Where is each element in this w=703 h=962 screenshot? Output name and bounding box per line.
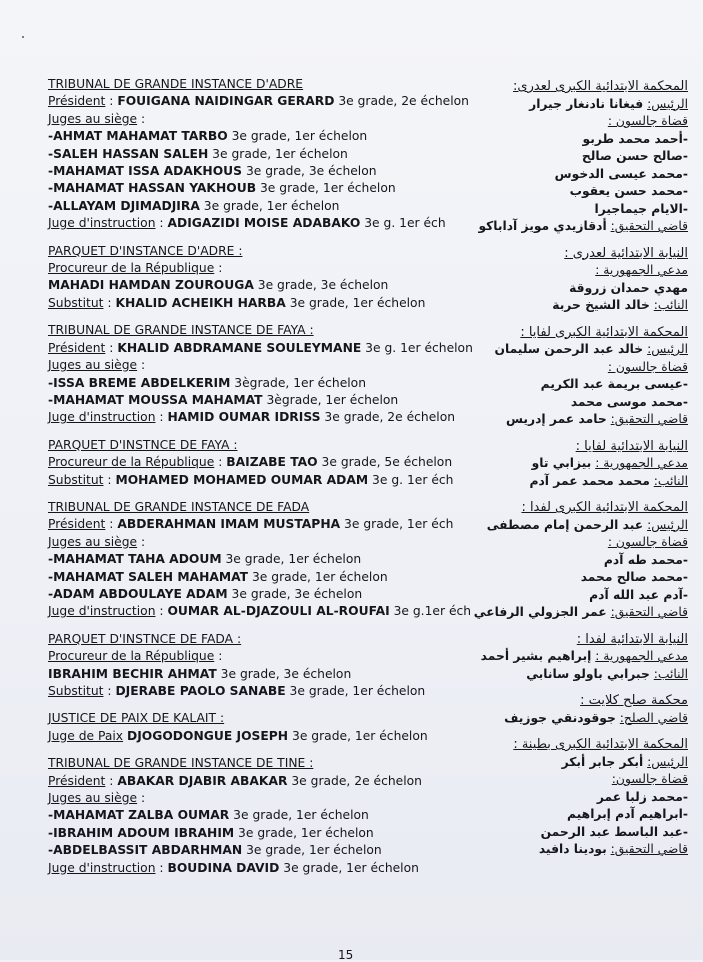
- ar-entry: [468, 552, 688, 570]
- ar-entry-label: قاضي الصلح:: [619, 710, 688, 725]
- fr-entry-name: -MAHAMAT ISSA ADAKHOUS: [48, 164, 243, 179]
- ar-entry-name: جوقودنقي جوزيف: [504, 710, 616, 725]
- fr-entry-sep: :: [137, 534, 146, 549]
- ar-entry: [468, 201, 688, 219]
- ar-entry-name: -الايام جيماجيرا: [594, 201, 688, 216]
- fr-entry: [48, 728, 458, 745]
- fr-entry-grade: 3e g. 1er éch: [368, 472, 454, 487]
- ar-entry-label: الرئيس:: [647, 96, 688, 111]
- ar-entry: [468, 411, 688, 429]
- ar-entry-label: قضاة جالسون :: [607, 535, 688, 549]
- ar-entry: [468, 754, 688, 772]
- fr-entry: [48, 825, 458, 842]
- fr-entry: [48, 534, 458, 551]
- fr-entry: [48, 569, 458, 586]
- ar-entry-label: قاضي التحقيق:: [610, 605, 688, 619]
- fr-entry-label: Substitut: [48, 684, 104, 698]
- fr-entry: [48, 357, 458, 374]
- ar-entry-name: -آدم عبد الله آدم: [589, 587, 688, 602]
- ar-entry-label: النائب:: [653, 298, 688, 312]
- fr-entry-grade: 3e g.1er éch: [389, 604, 472, 619]
- fr-entry-name: BOUDINA DAVID: [167, 860, 280, 875]
- fr-entry-name: MAHADI HAMDAN ZOUROUGA: [48, 278, 254, 293]
- fr-entry-grade: 3e grade, 1er échelon: [221, 552, 362, 567]
- fr-entry-sep: :: [103, 684, 116, 698]
- fr-entry-grade: 3e grade, 1er échelon: [242, 843, 382, 858]
- ar-entry: [468, 534, 688, 552]
- ar-entry-name: مهدي حمدان زروقة: [569, 280, 688, 295]
- ar-entry-name: أبكر جابر أبكر: [561, 754, 644, 769]
- fr-section-title: TRIBUNAL DE GRANDE INSTANCE D'ADRE: [48, 77, 304, 91]
- ar-section-title: المحكمة الابتدائية الكبرى بطينة :: [513, 737, 688, 752]
- ar-entry: [468, 113, 688, 131]
- fr-entry: [48, 773, 458, 790]
- section-gap: [468, 727, 688, 736]
- fr-entry-label: Président: [48, 94, 106, 109]
- ar-entry-name: بيزابي تاو: [531, 456, 592, 470]
- fr-entry-sep: :: [214, 455, 227, 470]
- fr-entry: [48, 586, 458, 603]
- ar-entry-name: محمد محمد عمر آدم: [529, 473, 650, 488]
- fr-entry-name: KHALID ACHEIKH HARBA: [115, 295, 286, 310]
- fr-entry-label: Procureur de la République: [48, 649, 215, 664]
- ar-entry: [468, 148, 688, 166]
- fr-entry-sep: :: [103, 295, 116, 310]
- fr-entry-name: DJOGODONGUE JOSEPH: [127, 728, 289, 743]
- section-gap: [48, 233, 458, 243]
- ar-section-title: النيابة الابتدائية لعدرى :: [564, 245, 688, 261]
- fr-entry-name: MOHAMED MOHAMED OUMAR ADAM: [115, 472, 369, 487]
- fr-entry-grade: 3e grade, 3e échelon: [242, 164, 377, 179]
- fr-entry: [48, 198, 458, 215]
- fr-entry: [48, 340, 473, 357]
- fr-entry-label: Substitut: [48, 472, 104, 487]
- fr-section: [48, 76, 469, 233]
- ar-entry-name: -عيسى بريمة عبد الكريم: [540, 377, 688, 391]
- fr-entry-label: Juge d'instruction: [48, 604, 156, 619]
- ar-entry: [468, 824, 688, 842]
- section-gap: [468, 622, 688, 631]
- fr-entry-label: Juges au siège: [48, 534, 138, 549]
- ar-entry-label: قاضي التحقيق:: [610, 842, 688, 856]
- ar-entry-label: قاضي التحقيق:: [610, 219, 688, 233]
- arabic-column: [468, 78, 688, 859]
- ar-entry-name: -محمد عيسى الدخوس: [554, 166, 688, 181]
- fr-entry: [48, 215, 458, 232]
- section-gap: [468, 490, 688, 499]
- ar-entry: [468, 841, 688, 859]
- fr-section: [48, 755, 458, 877]
- fr-entry-label: Président: [48, 773, 106, 788]
- fr-entry: [48, 516, 458, 533]
- ar-entry-label: قضاة جالسون:: [611, 772, 688, 786]
- fr-entry-name: -MAHAMAT ZALBA OUMAR: [48, 808, 230, 823]
- ar-entry-name: -محمد موسى محمد: [570, 394, 688, 409]
- fr-entry-sep: :: [103, 472, 116, 487]
- fr-entry-label: Substitut: [48, 295, 104, 310]
- fr-entry: [48, 472, 458, 489]
- ar-entry-name: -محمد زلبا عمر: [596, 789, 688, 804]
- fr-section-title: TRIBUNAL DE GRANDE INSTANCE DE FAYA :: [48, 323, 314, 338]
- fr-entry-sep: :: [214, 261, 223, 276]
- fr-entry-name: IBRAHIM BECHIR AHMAT: [48, 666, 217, 681]
- ar-section: [468, 324, 688, 429]
- fr-entry-sep: :: [105, 517, 118, 532]
- section-gap: [468, 315, 688, 324]
- section-gap: [468, 683, 688, 692]
- fr-entry: [48, 260, 458, 277]
- fr-entry-grade: 3ègrade, 1er échelon: [230, 375, 366, 390]
- ar-section: [468, 692, 688, 727]
- fr-entry-sep: :: [155, 410, 168, 425]
- fr-entry-sep: :: [137, 791, 146, 806]
- fr-entry-name: -AHMAT MAHAMAT TARBO: [48, 129, 228, 144]
- fr-entry: [48, 277, 458, 294]
- ar-entry: [468, 376, 688, 394]
- fr-entry-name: -MAHAMAT SALEH MAHAMAT: [48, 569, 249, 584]
- fr-entry-label: Procureur de la République: [48, 261, 215, 276]
- fr-entry-label: Juge de Paix: [48, 728, 124, 743]
- fr-entry-grade: 3e grade, 1er échelon: [234, 825, 374, 840]
- ar-entry: [468, 341, 688, 359]
- fr-section: [48, 710, 458, 745]
- ar-entry-label: مدعي الجمهورية :: [595, 263, 688, 277]
- fr-section: [48, 437, 458, 489]
- ar-section: [468, 78, 688, 236]
- fr-entry-name: BAIZABE TAO: [226, 455, 318, 470]
- fr-section: [48, 322, 473, 426]
- fr-entry-grade: 3e grade, 1er échelon: [285, 684, 426, 698]
- fr-entry-grade: 3e g. 1er échelon: [361, 340, 473, 355]
- ar-entry: [468, 280, 688, 298]
- ar-section: [468, 631, 688, 684]
- ar-entry: [468, 648, 688, 666]
- fr-entry: [48, 666, 458, 683]
- fr-entry-grade: 3e grade, 1er échelon: [288, 728, 428, 743]
- fr-entry-name: -IBRAHIM ADOUM IBRAHIM: [48, 825, 235, 840]
- fr-entry-grade: 3e grade, 1er échelon: [227, 129, 368, 144]
- section-gap: [468, 429, 688, 438]
- ar-entry-name: خالد الشيخ حربة: [552, 298, 650, 312]
- ar-section-title: النيابة الابتدائية لفدا :: [576, 631, 688, 647]
- fr-entry-label: Juge d'instruction: [48, 410, 156, 425]
- fr-entry-grade: 3e g. 1er éch: [360, 216, 446, 231]
- fr-entry-label: Juges au siège: [48, 111, 138, 126]
- ar-entry: [468, 789, 688, 807]
- ar-entry: [468, 455, 688, 473]
- ar-entry: [468, 183, 688, 201]
- french-column: [48, 76, 473, 877]
- ar-entry: [468, 604, 688, 622]
- fr-entry-sep: :: [137, 358, 146, 373]
- fr-section-title: TRIBUNAL DE GRANDE INSTANCE DE FADA: [48, 499, 310, 514]
- ar-entry-name: خالد عبد الرحمن سليمان: [494, 342, 644, 356]
- fr-entry-name: -MAHAMAT HASSAN YAKHOUB: [48, 181, 257, 196]
- fr-entry-sep: :: [137, 111, 146, 126]
- ar-entry: [468, 771, 688, 789]
- fr-entry-sep: :: [214, 649, 223, 664]
- ar-entry: [468, 473, 688, 491]
- ar-entry-name: إبراهيم بشير أحمد: [480, 649, 592, 663]
- fr-entry: [48, 375, 458, 392]
- fr-entry: [48, 163, 458, 180]
- fr-entry: [48, 295, 458, 312]
- ar-entry-name: حامد عمر إدريس: [506, 412, 607, 426]
- fr-entry: [48, 93, 469, 110]
- fr-section: [48, 631, 458, 701]
- fr-entry-grade: 3e grade, 3e échelon: [227, 586, 363, 601]
- ar-entry: [468, 262, 688, 280]
- fr-entry: [48, 648, 458, 665]
- fr-section-title: PARQUET D'INSTNCE DE FAYA :: [48, 437, 238, 452]
- section-gap: [48, 427, 458, 437]
- ar-section-title: النيابة الابتدائية لفايا :: [575, 438, 688, 454]
- section-gap: [48, 489, 458, 499]
- fr-entry-name: OUMAR AL-DJAZOULI AL-ROUFAI: [167, 604, 390, 619]
- fr-entry-grade: 3e grade, 2e échelon: [287, 773, 422, 788]
- fr-entry: [48, 842, 458, 859]
- fr-entry-grade: 3e grade, 1er échelon: [248, 569, 388, 584]
- fr-entry-grade: 3e grade, 1er échelon: [279, 860, 419, 875]
- ar-entry-label: الرئيس:: [647, 342, 688, 356]
- ar-entry: [468, 218, 688, 236]
- fr-entry-grade: 3e grade, 3e échelon: [216, 666, 352, 681]
- fr-entry-grade: 3e grade, 1er échelon: [199, 198, 340, 213]
- fr-section-title: JUSTICE DE PAIX DE KALAIT :: [48, 711, 225, 726]
- fr-entry-name: -ISSA BREME ABDELKERIM: [48, 375, 231, 390]
- fr-entry: [48, 454, 458, 471]
- fr-entry-sep: :: [105, 94, 118, 109]
- ar-entry-name: -محمد صالح محمد: [580, 570, 688, 584]
- fr-entry-name: FOUIGANA NAIDINGAR GERARD: [117, 94, 335, 109]
- ar-section-title: محكمة صلح كلايت :: [580, 693, 688, 708]
- ar-section-title: المحكمة الابتدائية الكبرى لفايا :: [520, 324, 688, 340]
- ar-entry: [468, 666, 688, 684]
- ar-section: [468, 438, 688, 491]
- ar-entry-name: -محمد طه آدم: [603, 552, 688, 567]
- ar-entry: [468, 297, 688, 315]
- ar-entry: [468, 394, 688, 412]
- fr-entry-sep: :: [155, 860, 168, 875]
- ar-entry: [468, 710, 688, 728]
- fr-entry-grade: 3e grade, 1er échelon: [285, 295, 426, 310]
- ar-entry-name: بودينا دافيد: [538, 842, 607, 856]
- ar-entry-label: النائب:: [653, 473, 688, 488]
- ar-entry-label: قاضي التحقيق:: [610, 412, 688, 426]
- ar-entry: [468, 806, 688, 824]
- ar-section: [468, 736, 688, 859]
- ar-entry: [468, 166, 688, 184]
- fr-entry-grade: 3e grade, 1er éch: [340, 517, 454, 532]
- fr-entry: [48, 180, 458, 197]
- ar-entry-name: جبرابي باولو سانابي: [526, 666, 650, 681]
- fr-entry-grade: 3e grade, 5e échelon: [317, 455, 453, 470]
- fr-entry-name: ADIGAZIDI MOISE ADABAKO: [167, 216, 361, 231]
- fr-entry-name: ABAKAR DJABIR ABAKAR: [117, 773, 288, 788]
- fr-entry-sep: :: [105, 773, 118, 788]
- ar-entry: [468, 131, 688, 149]
- ar-entry-name: -ابراهيم آدم إبراهيم: [567, 807, 688, 821]
- fr-entry-grade: 3ègrade, 1er échelon: [262, 392, 399, 407]
- fr-entry: [48, 807, 458, 824]
- ar-entry-name: أدقازيدي مويز آداباكو: [478, 219, 607, 233]
- fr-entry-grade: 3e grade, 3e échelon: [253, 278, 389, 293]
- fr-entry-name: -ADAM ABDOULAYE ADAM: [48, 586, 228, 601]
- fr-entry: [48, 409, 458, 426]
- fr-section-title: PARQUET D'INSTNCE DE FADA :: [48, 631, 242, 646]
- ar-entry: [468, 96, 688, 114]
- scan-speck: [22, 36, 24, 38]
- fr-entry-label: Juges au siège: [48, 358, 138, 373]
- ar-entry-label: مدعي الجمهورية :: [595, 649, 688, 663]
- section-gap: [468, 236, 688, 245]
- fr-entry-name: -MAHAMAT MOUSSA MAHAMAT: [48, 392, 263, 407]
- ar-entry-label: قضاة جالسون :: [607, 359, 688, 374]
- fr-entry-name: -ABDELBASSIT ABDARHMAN: [48, 843, 243, 858]
- ar-entry: [468, 569, 688, 587]
- section-gap: [48, 312, 458, 322]
- fr-entry: [48, 111, 458, 128]
- section-gap: [48, 700, 458, 710]
- fr-entry-name: -SALEH HASSAN SALEH: [48, 146, 209, 161]
- page-number: 15: [338, 948, 354, 962]
- fr-entry: [48, 146, 458, 163]
- section-gap: [48, 745, 458, 755]
- fr-entry-label: Juges au siège: [48, 791, 138, 806]
- fr-entry-grade: 3e grade, 1er échelon: [208, 146, 348, 161]
- section-gap: [48, 621, 458, 631]
- fr-section: [48, 243, 458, 313]
- fr-entry-grade: 3e grade, 2e échelon: [334, 94, 469, 109]
- fr-entry-grade: 3e grade, 2e échelon: [320, 410, 456, 425]
- ar-entry-name: -عبد الباسط عبد الرحمن: [540, 824, 688, 839]
- ar-entry-name: -محمد حسن يعقوب: [569, 184, 688, 198]
- fr-entry-grade: 3e grade, 1er échelon: [229, 808, 369, 823]
- fr-entry-name: -ALLAYAM DJIMADJIRA: [48, 198, 200, 213]
- fr-entry-name: KHALID ABDRAMANE SOULEYMANE: [117, 340, 362, 355]
- fr-entry-label: Président: [48, 517, 106, 532]
- fr-entry-label: Juge d'instruction: [48, 860, 156, 875]
- fr-entry-name: HAMID OUMAR IDRISS: [167, 410, 321, 425]
- fr-entry-name: DJERABE PAOLO SANABE: [115, 684, 286, 698]
- fr-entry-grade: 3e grade, 1er échelon: [256, 181, 396, 196]
- fr-entry-name: ABDERAHMAN IMAM MUSTAPHA: [117, 517, 341, 532]
- ar-entry-name: -أحمد محمد طربو: [582, 131, 688, 146]
- ar-entry-label: الرئيس:: [647, 754, 688, 769]
- fr-entry-label: Juge d'instruction: [48, 216, 156, 231]
- ar-entry-name: -صالح حسن صالح: [581, 149, 688, 163]
- fr-entry: [48, 392, 458, 409]
- fr-section-title: PARQUET D'INSTANCE D'ADRE :: [48, 243, 243, 258]
- fr-entry-label: Procureur de la République: [48, 455, 215, 470]
- fr-entry: [48, 551, 458, 568]
- ar-entry: [468, 517, 688, 535]
- ar-entry-name: عمر الجزولي الرفاعي: [473, 605, 607, 619]
- ar-entry-label: قضاة جالسون :: [607, 114, 688, 128]
- fr-entry-sep: :: [105, 340, 118, 355]
- ar-entry-label: النائب:: [653, 666, 688, 681]
- ar-entry: [468, 587, 688, 605]
- fr-section: [48, 499, 472, 621]
- fr-entry-name: -MAHAMAT TAHA ADOUM: [48, 552, 222, 567]
- ar-entry-label: مدعي الجمهورية :: [595, 456, 688, 470]
- fr-entry-sep: :: [155, 604, 168, 619]
- fr-section-title: TRIBUNAL DE GRANDE INSTANCE DE TINE :: [48, 756, 314, 771]
- fr-entry-label: Président: [48, 340, 106, 355]
- fr-entry: [48, 128, 458, 145]
- ar-entry: [468, 359, 688, 377]
- ar-entry-label: الرئيس:: [647, 517, 688, 532]
- fr-entry: [48, 790, 458, 807]
- ar-entry-name: عبد الرحمن إمام مصطفى: [486, 517, 644, 532]
- ar-entry-name: فيغانا نادنغار جيرار: [529, 96, 644, 111]
- fr-entry: [48, 603, 472, 620]
- ar-section: [468, 245, 688, 315]
- fr-entry: [48, 860, 458, 877]
- ar-section: [468, 499, 688, 622]
- fr-entry-sep: :: [155, 216, 168, 231]
- ar-section-title: المحكمة الابتدائية الكبرى لعدرى:: [513, 79, 688, 94]
- ar-section-title: المحكمة الابتدائية الكبرى لفدا :: [521, 500, 688, 515]
- fr-entry: [48, 683, 458, 700]
